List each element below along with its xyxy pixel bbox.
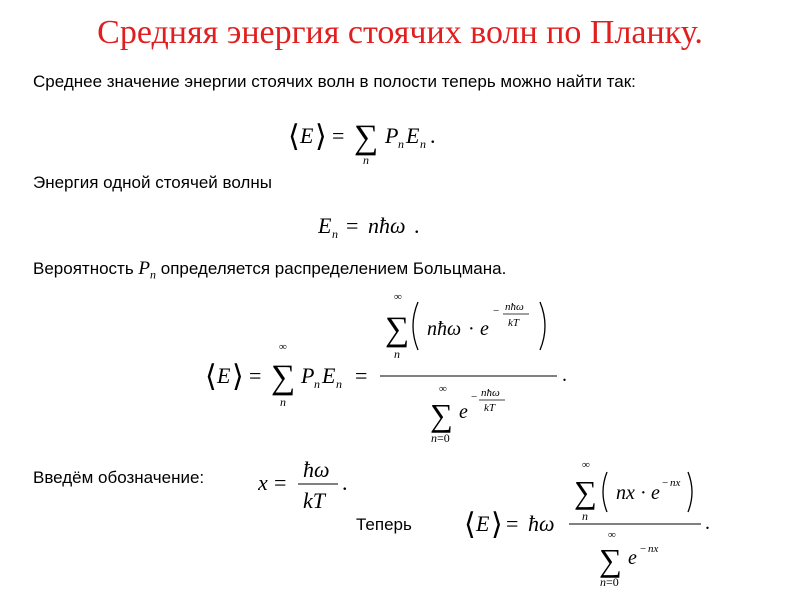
- svg-text:∑: ∑: [354, 119, 379, 156]
- svg-text:nx: nx: [648, 543, 659, 555]
- formula-final-average: [464, 458, 724, 593]
- svg-text:n: n: [280, 395, 286, 409]
- formula-notation-x: [258, 455, 368, 525]
- svg-text:⟨: ⟨: [288, 120, 300, 153]
- svg-text:e: e: [480, 318, 489, 340]
- svg-text:⟨: ⟨: [205, 360, 217, 393]
- svg-text:n=0: n=0: [600, 575, 619, 589]
- svg-text:−: −: [493, 305, 500, 317]
- svg-text:∑: ∑: [271, 359, 296, 396]
- svg-text:x: x: [258, 470, 268, 495]
- formula-mean-energy-sum: [288, 110, 468, 166]
- text-line-boltzmann: [33, 258, 506, 282]
- svg-text:n: n: [420, 137, 426, 151]
- text-line-notation: Введём обозначение:: [33, 468, 205, 487]
- svg-text:nħω: nħω: [427, 318, 462, 340]
- svg-text:n: n: [398, 137, 404, 151]
- svg-text:∞: ∞: [582, 459, 590, 471]
- svg-text:−: −: [640, 543, 647, 555]
- svg-text:nx: nx: [616, 482, 635, 504]
- svg-text:e: e: [459, 401, 468, 423]
- svg-text:nħω: nħω: [368, 213, 406, 238]
- text-line-single-wave: Энергия одной стоячей волны: [33, 173, 272, 192]
- svg-text:kT: kT: [508, 317, 519, 329]
- svg-text:E: E: [318, 213, 332, 238]
- svg-text:∞: ∞: [439, 383, 447, 395]
- svg-text:.: .: [342, 470, 348, 495]
- svg-text:∞: ∞: [608, 529, 616, 541]
- svg-text:∑: ∑: [430, 397, 453, 433]
- svg-text:⟩: ⟩: [491, 508, 503, 541]
- text-line-mean-energy: Среднее значение энергии стоячих волн в полости теперь можно найти так:: [33, 72, 636, 91]
- svg-text:−: −: [471, 391, 478, 403]
- slide-title: Средняя энергия стоячих волн по Планку.: [97, 14, 703, 51]
- svg-text:.: .: [430, 123, 436, 148]
- svg-text:.: .: [414, 213, 420, 238]
- svg-text:=: =: [355, 363, 368, 388]
- svg-text:n: n: [332, 227, 338, 241]
- svg-text:⟩: ⟩: [315, 120, 327, 153]
- svg-text:∞: ∞: [279, 341, 287, 353]
- svg-text:nx: nx: [670, 477, 681, 489]
- svg-text:=: =: [506, 511, 519, 536]
- svg-text:=: =: [346, 213, 359, 238]
- formula-single-wave-energy: [318, 207, 438, 243]
- svg-text:n=0: n=0: [431, 431, 450, 445]
- svg-text:P: P: [385, 123, 399, 148]
- svg-text:.: .: [705, 512, 710, 534]
- svg-text:n: n: [363, 153, 369, 166]
- text-now: Теперь: [356, 515, 412, 534]
- svg-text:ħω: ħω: [303, 457, 330, 482]
- svg-text:kT: kT: [303, 488, 325, 513]
- svg-text:e: e: [651, 482, 660, 504]
- svg-text:n: n: [582, 509, 588, 523]
- svg-text:P: P: [301, 363, 315, 388]
- svg-text:n: n: [314, 377, 320, 391]
- svg-text:n: n: [336, 377, 342, 391]
- probability-symbol: P: [138, 258, 151, 279]
- svg-text:∑: ∑: [574, 474, 597, 510]
- svg-text:=: =: [332, 123, 345, 148]
- svg-text:∞: ∞: [394, 291, 402, 303]
- svg-text:∑: ∑: [385, 311, 410, 348]
- svg-text:nħω: nħω: [481, 387, 500, 399]
- svg-text:⟨: ⟨: [464, 508, 476, 541]
- svg-text:∑: ∑: [599, 542, 622, 578]
- svg-text:nħω: nħω: [505, 301, 524, 313]
- svg-text:E: E: [322, 363, 336, 388]
- svg-text:.: .: [562, 364, 567, 386]
- svg-text:E: E: [476, 511, 490, 536]
- svg-text:kT: kT: [484, 402, 495, 414]
- boltzmann-suffix: определяется распределением Больцмана.: [156, 259, 507, 278]
- svg-text:·: ·: [468, 318, 475, 340]
- probability-subscript: n: [150, 267, 157, 282]
- svg-text:E: E: [217, 363, 231, 388]
- formula-boltzmann-average: [205, 288, 590, 448]
- svg-text:E: E: [300, 123, 314, 148]
- svg-text:e: e: [628, 547, 637, 569]
- svg-text:ħω: ħω: [528, 511, 555, 536]
- svg-text:⟩: ⟩: [232, 360, 244, 393]
- svg-text:·: ·: [640, 482, 647, 504]
- svg-text:=: =: [249, 363, 262, 388]
- svg-text:=: =: [274, 470, 287, 495]
- svg-text:−: −: [662, 477, 669, 489]
- boltzmann-prefix: Вероятность: [33, 259, 139, 278]
- svg-text:E: E: [406, 123, 420, 148]
- svg-text:n: n: [394, 347, 400, 361]
